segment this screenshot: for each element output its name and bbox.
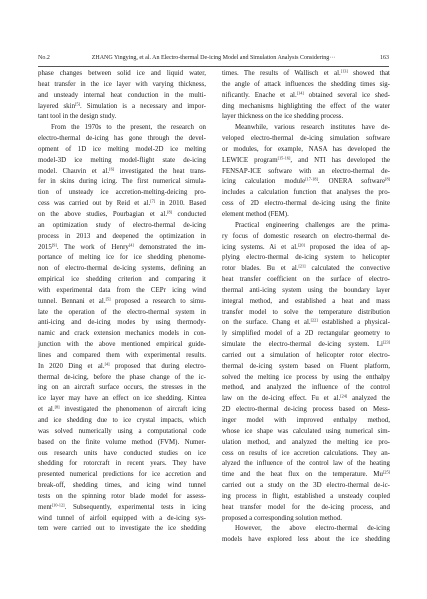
line-text: break-off, shedding times, and icing wind tunnel [38,482,206,490]
line-text: lines and compared them with experimental results. [38,351,206,359]
text-line [222,112,390,123]
text-line [222,210,390,221]
text-line [38,134,206,145]
line-text: thermal de-icing, before the phase change of the ic- [38,373,206,381]
text-line [222,123,390,134]
citation-ref: [5] [105,296,111,302]
line-text: However, the above electro-thermal de-icing [235,525,390,533]
line-text: was solved numerically using a computational code [38,427,206,435]
line-text: . ONERA software [317,178,386,186]
text-line [222,243,390,254]
text-line [222,177,390,188]
left-column [38,69,206,535]
line-text: ice layer may have an effect on ice shedding. Kintea [38,395,206,403]
line-text: . The work of Henry [56,243,129,251]
line-text: empirical ice shedding criterion and comparing it [38,276,206,284]
line-text: conducted [172,210,206,218]
text-line [38,459,206,470]
text-line [222,416,390,427]
text-line [38,351,206,362]
text-line [38,80,206,91]
text-line [222,286,390,297]
text-line [38,297,206,308]
line-text: carried out a simulation of helicopter rotor electro- [222,351,390,359]
line-text: late the operation of the electro-thermal system in [38,308,206,316]
citation-ref: [15-16] [277,155,291,161]
line-text: rotor blades. Bu et al. [222,265,299,273]
line-text: on the above studies, Pourbagian et al. [38,210,168,218]
text-line [38,449,206,460]
citation-ref: [25] [382,469,390,475]
line-text: law on the de-icing effect. Fu et al. [222,395,341,403]
line-text: ly simplified model of a 2D rectangular geometry to [222,330,390,338]
text-line [38,373,206,384]
text-line [38,232,206,243]
line-text: simulate the electro-thermal de-icing system. Li [222,341,383,349]
line-text: tant tool in the design study. [38,113,117,121]
line-text: includes a calculation function that analyses the pro- [222,189,390,197]
text-line [222,394,390,405]
line-text: portance of melting ice for ice shedding phenome- [38,254,206,262]
right-column [222,69,390,546]
line-text: et al. [38,406,55,414]
citation-ref: [4] [104,361,110,367]
line-text: investigated the heat trans- [114,167,206,175]
text-line [222,470,390,481]
text-line [222,459,390,470]
text-line [222,373,390,384]
line-text: From the 1970s to the present, the research on [51,124,206,132]
line-text: demonstrated the im- [133,243,206,251]
citation-ref: [23] [382,339,390,345]
text-line [38,481,206,492]
citation-ref: [17-18] [305,176,318,182]
line-text: transfer model to solve the temperature distribution [222,308,390,316]
text-line [38,221,206,232]
line-text: tem were carried out to investigate the ice shedding [38,525,206,533]
line-text: carried out a study on the 3D electro-thermal de-ic- [222,482,390,490]
citation-ref: [14] [296,90,304,96]
citation-ref: [24] [340,393,348,399]
citation-ref: [22] [310,317,318,323]
line-text: time and the heat flux on the temperature. Mu [222,471,383,479]
line-text: layered skin [38,102,76,110]
line-text: icing systems. Ai et al. [222,243,298,251]
text-line [222,438,390,449]
line-text: icing calculation module [222,178,306,186]
line-text: models have explored less about the ice shedding [222,536,390,544]
line-text: fer in skins during icing. The first numerical simula- [38,178,206,186]
text-line [222,481,390,492]
line-text: presented numerical predictions for ice accretion and [38,471,206,479]
text-line [38,275,206,286]
text-line [222,340,390,351]
citation-ref: [21] [298,263,306,269]
line-text: nificantly. Enache et al. [222,91,297,99]
text-line [38,167,206,178]
text-line [38,492,206,503]
line-text: and ice shedding due to ice crystal impacts, which [38,417,206,424]
line-text: ding mechanisms highlighting the effect of the water [222,102,390,110]
line-text: plying electro-thermal de-icing system to helicopter [222,254,390,262]
line-text: in 2010. Based [155,200,206,208]
text-line [38,416,206,427]
line-text: phase changes between solid ice and liquid water, [38,70,206,77]
line-text: investigated the phenomenon of aircraft icing [59,406,206,414]
line-text: proposed a corresponding solution method. [222,514,343,522]
line-text: thermal anti-icing system using the boundary layer [222,286,390,294]
line-text: ulation method, and analyzed the melting ice pro- [222,438,390,446]
text-line [38,145,206,156]
text-line [38,112,206,123]
text-line [222,264,390,275]
line-text: heat transfer coefficient on the surface of electro- [222,276,390,284]
text-line [38,177,206,188]
citation-ref: [9] [51,241,57,247]
citation-ref: [13] [340,68,348,74]
text-line [38,427,206,438]
text-line [38,308,206,319]
text-line [38,243,206,254]
line-text: showed that [347,70,390,77]
line-text: and unsteady internal heat conduction in the multi- [38,91,206,99]
text-line [38,470,206,481]
citation-ref: [5] [75,100,80,106]
citation-ref: [8] [385,176,390,182]
text-line [38,383,206,394]
text-line [222,514,390,525]
text-line [38,102,206,113]
line-text: namic and crack extension mechanics models in con- [38,330,206,338]
line-text: calculated the convective [305,265,390,273]
text-line [222,308,390,319]
line-text: ment [38,503,52,511]
line-text: element method (FEM). [222,210,289,218]
line-text: tion of unsteady ice accretion-melting-deicing pro- [38,189,206,197]
citation-ref: [20] [297,241,305,247]
line-text: thermal de-icing system based on Fluent platform, [222,362,390,370]
line-text: cess on results of ice accretion calculations. They an- [222,449,390,457]
header-rule [38,66,389,67]
text-line [38,438,206,449]
line-text: solved the melting ice process by using the enthalpy [222,373,390,381]
line-text: 2015 [38,243,52,251]
line-text: alyzed the influence of the control law of the heating [222,460,390,468]
line-text: Meanwhile, various research institutes have de- [235,124,390,132]
text-line [38,503,206,514]
citation-ref: [7] [150,198,156,204]
line-text: anti-icing and de-icing modes by using thermody- [38,319,206,327]
line-text: the angle of attack influences the shedding times sig- [222,80,390,88]
line-text: tests on the spinning rotor blade model for assess- [38,492,206,500]
line-text: whose ice shape was calculated using numerical sim- [222,427,390,435]
text-line [222,188,390,199]
line-text: layer thickness on the ice shedding process. [222,113,344,121]
line-text: tunnel. Bennani et al. [38,297,106,305]
issue-number: No.2 [38,55,50,61]
text-line [222,535,390,546]
text-line [222,91,390,102]
text-line [38,514,206,525]
line-text: model-3D ice melting model-flight state de-icing [38,156,206,164]
line-text: integral method, and established a heat and mass [222,297,390,305]
text-line [38,362,206,373]
text-line [222,351,390,362]
line-text: cess was carried out by Reid et al. [38,200,151,208]
text-line [38,69,206,80]
line-text: based on the finite volume method (FVM). Numer- [38,438,206,446]
line-text: ry focus of domestic research on electro-thermal de- [222,232,390,240]
text-line [222,232,390,243]
line-text: , and NTI has developed the [290,156,390,164]
text-line [222,221,390,232]
line-text: . Subsequently, experimental tests in icing [64,503,206,511]
text-line [222,156,390,167]
line-text: shedding for rotorcraft in recent years. They have [38,460,206,468]
line-text: proposed that during electro- [109,362,206,370]
line-text: veloped electro-thermal de-icing simulation software [222,135,390,143]
text-line [38,394,206,405]
line-text: ing process in flight, established a unsteady coupled [222,492,390,500]
text-line [38,264,206,275]
text-line [38,156,206,167]
text-line [222,318,390,329]
text-line [222,102,390,113]
line-text: ing on an aircraft surface occurs, the stresses in the [38,384,206,392]
citation-ref: [6] [109,166,115,171]
line-text: method, and analyzed the influence of the control [222,384,390,392]
line-text: an optimization study of electro-thermal de-icing [38,221,206,229]
text-line [222,199,390,210]
text-line [38,91,206,102]
line-text: on the surface. Chang et al. [222,319,311,327]
text-line [38,188,206,199]
citation-ref: [4] [128,241,134,247]
line-text: wind tunnel of airfoil equipped with a de-icing sys- [38,514,206,522]
line-text: electro-thermal de-icing has gone through the devel- [38,135,206,143]
line-text: proposed the idea of ap- [304,243,390,251]
line-text: In 2020 Ding et al. [38,362,105,370]
line-text: LEWICE program [222,156,278,164]
text-line [38,253,206,264]
text-line [222,145,390,156]
text-line [38,199,206,210]
text-line [38,524,206,535]
page-number: 163 [380,55,389,61]
text-line [222,80,390,91]
line-text: non of electro-thermal de-icing systems, defining an [38,265,206,273]
text-line [222,383,390,394]
text-line [222,297,390,308]
text-line [38,405,206,416]
text-line [222,492,390,503]
line-text: with experimental data from the CEPr icing wind [38,286,206,294]
line-text: analyzed the [347,395,391,403]
text-line [38,286,206,297]
line-text: obtained several ice shed- [303,91,391,99]
text-line [38,318,206,329]
citation-ref: [8] [167,209,173,215]
citation-ref: [8] [54,404,60,410]
text-line [222,329,390,340]
line-text: heat transfer model for the de-icing process, and [222,503,390,511]
line-text: times. The results of Wallisch et al. [222,70,341,77]
line-text: FENSAP-ICE software with an electro-thermal de- [222,167,390,175]
line-text: inger model with improved enthalpy method, [222,417,390,424]
text-line [222,524,390,535]
text-line [38,210,206,221]
text-line [222,167,390,178]
line-text: proposed a research to simu- [110,297,206,305]
text-line [222,503,390,514]
line-text: cess of 2D electro-thermal de-icing using the finite [222,200,390,208]
line-text: ous research units have conducted studies on ice [38,449,206,457]
line-text: Practical engineering challenges are the prima- [235,221,390,229]
line-text: model. Chauvin et al. [38,167,110,175]
text-line [222,69,390,80]
citation-ref: [10-12] [51,502,65,508]
line-text: established a physical- [317,319,390,327]
line-text: heat transfer in the ice layer with varying thickness, [38,80,206,88]
text-line [38,123,206,134]
text-line [222,275,390,286]
text-line [38,340,206,351]
text-line [222,405,390,416]
line-text: junction with the above mentioned empirical guide- [38,341,206,349]
text-line [222,134,390,145]
line-text: opment of 1D ice melting model-2D ice melting [38,145,206,153]
text-line [222,449,390,460]
page-header [38,52,389,64]
line-text: . Simulation is a necessary and impor- [80,102,206,110]
text-line [222,427,390,438]
text-line [222,362,390,373]
text-line [222,253,390,264]
line-text: or modules, for example, NASA has developed the [222,145,390,153]
text-line [38,329,206,340]
running-title: ZHANG Yingying, et al. An Electro-thermal De-icing Model and Simulation Analysis Considering··· [91,55,336,61]
line-text: 2D electro-thermal de-icing process based on Mess- [222,406,390,414]
line-text: process in 2013 and deepened the optimization in [38,232,206,240]
